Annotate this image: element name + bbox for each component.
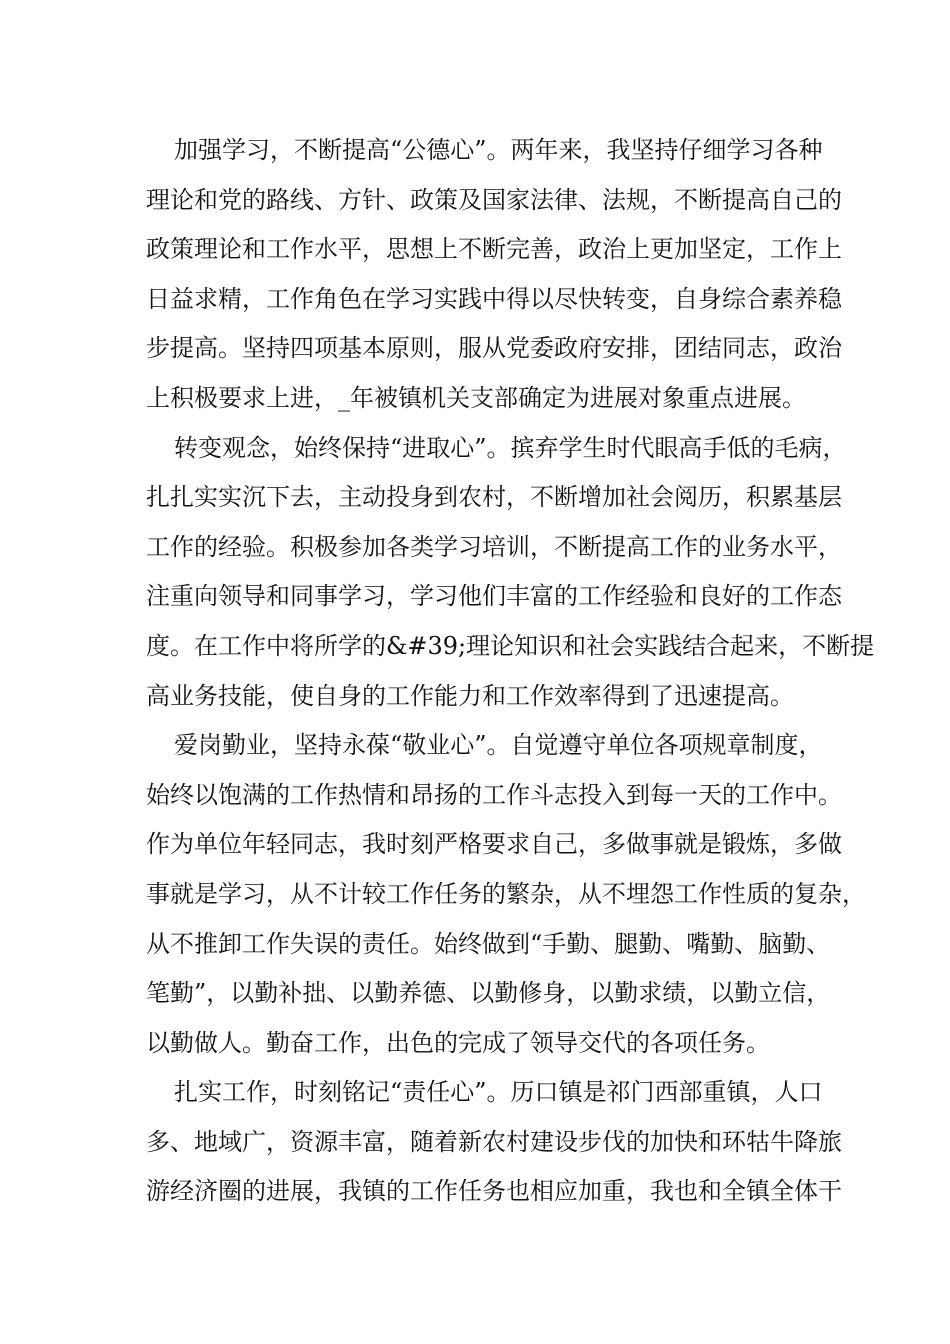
text-line: 转变观念，始终保持“进取心”。摈弃学生时代眼高手低的毛病， — [174, 433, 847, 462]
text-line: 度。在工作中将所学的&#39;理论知识和社会实践结合起来，不断提 — [146, 631, 875, 660]
text-line: 游经济圈的进展，我镇的工作任务也相应加重，我也和全镇全体干 — [146, 1177, 842, 1206]
text-line: 工作的经验。积极参加各类学习培训，不断提高工作的业务水平， — [146, 532, 842, 561]
text-line: 政策理论和工作水平，思想上不断完善，政治上更加坚定，工作上 — [146, 235, 842, 264]
text-line: 加强学习，不断提高“公德心”。两年来，我坚持仔细学习各种 — [174, 136, 823, 164]
text-line: 从不推卸工作失误的责任。始终做到“手勤、腿勤、嘴勤、脑勤、 — [146, 929, 831, 958]
text-line: 注重向领导和同事学习，学习他们丰富的工作经验和良好的工作态 — [146, 582, 842, 611]
text-line: 步提高。坚持四项基本原则，服从党委政府安排，团结同志，政治 — [146, 334, 842, 363]
text-line: 笔勤”，以勤补拙、以勤养德、以勤修身，以勤求绩，以勤立信， — [146, 979, 831, 1008]
text-line: 高业务技能，使自身的工作能力和工作效率得到了迅速提高。 — [146, 681, 794, 710]
text-line: 爱岗勤业，坚持永葆“敬业心”。自觉遵守单位各项规章制度， — [174, 731, 823, 760]
document-body — [146, 126, 875, 1217]
text-line: 扎实工作，时刻铭记“责任心”。历口镇是祁门西部重镇，人口 — [174, 1078, 823, 1107]
text-line: 始终以饱满的工作热情和昂扬的工作斗志投入到每一天的工作中。 — [146, 780, 842, 809]
paragraph-2 — [146, 424, 875, 722]
text-line: 作为单位年轻同志，我时刻严格要求自己，多做事就是锻炼，多做 — [146, 830, 842, 859]
text-line: 扎扎实实沉下去，主动投身到农村，不断增加社会阅历，积累基层 — [146, 483, 842, 512]
text-line: 以勤做人。勤奋工作，出色的完成了领导交代的各项任务。 — [146, 1028, 770, 1057]
text-line: 多、地域广，资源丰富，随着新农村建设步伐的加快和环牯牛降旅 — [146, 1127, 842, 1156]
text-line: 事就是学习，从不计较工作任务的繁杂，从不埋怨工作性质的复杂， — [146, 879, 866, 908]
paragraph-1 — [146, 126, 842, 424]
text-line: 上积极要求上进，_年被镇机关支部确定为进展对象重点进展。 — [146, 383, 806, 412]
paragraph-3 — [146, 721, 866, 1068]
text-line: 日益求精，工作角色在学习实践中得以尽快转变，自身综合素养稳 — [146, 284, 842, 313]
text-line: 理论和党的路线、方针、政策及国家法律、法规，不断提高自己的 — [146, 185, 842, 214]
paragraph-4 — [146, 1068, 842, 1217]
